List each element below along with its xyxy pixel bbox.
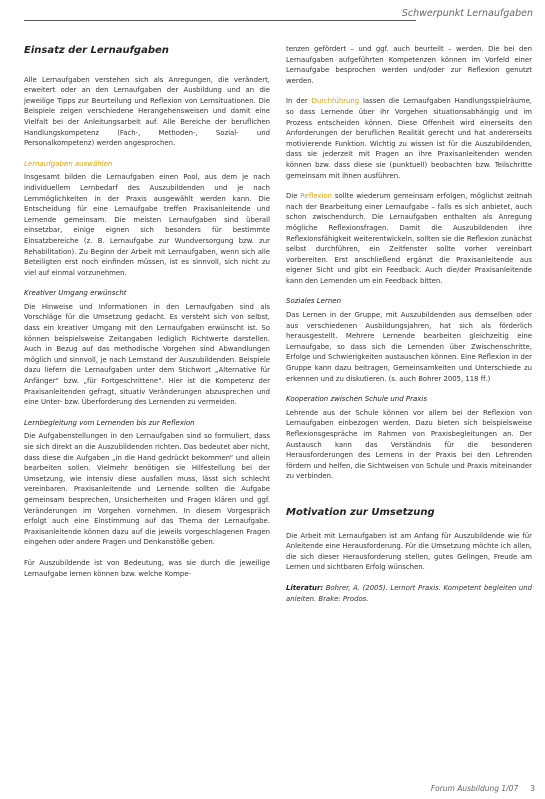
highlight-term: Reflexion (300, 192, 333, 201)
paragraph: Alle Lernaufgaben verstehen sich als Anregungen, die verändert, erweitert oder an den Lernaufgaben der Ausbildung und an die jeweilige Tipps zur Beurteilung und Reflexion von Lernsituationen. Die Beispiele zeigen verschiedene Herangehensweisen und damit eine Vielfalt bei der Anleitungsarbeit auf. Alle Bereiche der beruflichen Handlungskompetenz (Fach-, Methoden-, Sozial- und Personalkompetenz) werden angesprochen. (24, 75, 270, 148)
header-rule (24, 20, 416, 21)
page-footer (431, 784, 535, 793)
section-heading: Einsatz der Lernaufgaben (24, 45, 169, 56)
paragraph: Für Auszubildende ist von Bedeutung, was sie durch die jeweilige Lernaufgabe lernen können bzw. welche Kompe- (24, 558, 270, 578)
literature-text: Bohrer, A. (2005). Lernort Praxis. Kompetent begleiten und anleiten. Brake: Prodos. (286, 583, 532, 603)
paragraph: Lehrende aus der Schule können vor allem bei der Reflexion von Lernaufgaben einbezogen werden. Dazu bieten sich beispielsweise Reflexionsgespräche im Rahmen von Praxisbegleitungen an. Der Austausch kann das Verständnis für die besonderen Herausforderungen des Lernens in der Praxis bei den Lehrenden fördern und helfen, die Sichtweisen von Schule und Praxis miteinander zu verbinden. (286, 408, 532, 481)
paragraph: tenzen gefördert – und ggf. auch beurteilt – werden. Die bei den Lernaufgaben aufgeführten Kompetenzen können im Vorfeld einer Lernaufgabe besprochen werden und/oder zur Reflexion genutzt werden. (286, 45, 532, 85)
journal-name: Forum Ausbildung 1/07 (430, 784, 519, 793)
paragraph: Das Lernen in der Gruppe, mit Auszubildenden aus demselben oder aus verschiedenen Ausbildungsjahren, hat sich als förderlich herausgestellt. Mehrere Lernende bearbeiten gleichzeitig eine Lernaufgabe, so dass sich die Lernenden über Zwischenschritte, Erfolge und Schwierigkeiten austauschen können. Eine Reflexion in der Gruppe kann dazu beitragen, Gemeinsamkeiten und Unterschiede zu erkennen und zu diskutieren. (s. auch Bohrer 2005, 118 ff.) (286, 311, 532, 383)
paragraph (286, 191, 532, 286)
text-run: In der (286, 97, 312, 106)
subheading: Lernaufgaben auswählen (24, 159, 113, 168)
highlight-term: Durchführung (311, 97, 360, 106)
text-run: sollte wiederum gemeinsam erfolgen, möglichst zeitnah nach der Bearbeitung einer Lernaufgabe – falls es sich anbietet, auch schon zwischendurch. Die Lernaufgaben enthalten als Anregung mögliche Reflexionsfragen. Damit die Auszubildenden ihre Reflexionsfähigkeit weiterentwickeln, sollten sie die Reflexion zunächst selbst durchführen, ein Zeitfenster sollte vorher vereinbart vorbereiten. Erst anschließend ergänzt die Praxisanleitende aus eigener Sicht und gibt ein Feedback. Auch die/der Praxisanleitende kann den Lernenden um ein Feedback bitten. (286, 192, 532, 285)
subheading: Kooperation zwischen Schule und Praxis (286, 395, 428, 404)
section-heading: Motivation zur Umsetzung (286, 506, 435, 518)
literature-label: Literatur: (286, 583, 324, 592)
page-number: 3 (530, 784, 535, 793)
subheading: Soziales Lernen (286, 297, 342, 306)
paragraph (286, 96, 532, 181)
running-header: Schwerpunkt Lernaufgaben (401, 8, 533, 19)
spacer (286, 492, 532, 508)
paragraph: Die Hinweise und Informationen in den Lernaufgaben sind als Vorschläge für die Umsetzung gedacht. Es versteht sich von selbst, dass ein kreativer Umgang mit den Lernaufgaben erwünscht ist. So können beispielsweise Zeitangaben lediglich Richtwerte darstellen. Auch in Bezug auf das methodische Vorgehen sind Abwandlungen möglich und sinnvoll, je nach Lernstand der Auszubildenden. Beispiele dazu liefern die Lernaufgaben unter dem Stichwort „Alternative für Anfänger“ bzw. „für Fortgeschrittene“. Hier ist die Kompetenz der Praxisanleitenden gefragt, situativ Veränderungen abzusprechen und eine Unter- bzw. Überforderung des Lernenden zu vermeiden. (24, 302, 270, 407)
paragraph: Die Aufgabenstellungen in den Lernaufgaben sind so formuliert, dass sie sich direkt an die Auszubildenden richten. Das bedeutet aber nicht, dass diese die Aufgaben „in die Hand gedrückt bekommen“ und allein bearbeiten sollen. Vielmehr benötigen sie Hilfestellung bei der Umsetzung, wie intensiv diese ausfallen muss, lässt sich schlecht vereinbaren. Praxisanleitende und Lernende sollten die Aufgabe gemeinsam besprechen, Unsicherheiten und Fragen klären und ggf. Veränderungen im Vorgehen vornehmen. In diesem Vorgespräch erfolgt auch eine Einstimmung auf das Thema der Lernaufgabe. Praxisanleitende können dazu auf die jeweils vorgeschlagenen Fragen eingehen oder andere Fragen und Denkanstöße geben. (24, 432, 270, 547)
paragraph: Insgesamt bilden die Lernaufgaben einen Pool, aus dem je nach individuellem Lernbedarf des Auszubildenden und je nach Lernmöglichkeiten in der Praxis ausgewählt werden kann. Die Entscheidung für eine Lernaufgabe treffen Praxisanleitende und Lernende gemeinsam. Die meisten Lernaufgaben sind überall einsetzbar, einige eignen sich besonders für bestimmte Einsatzbereiche (z. B. Lernaufgabe zur Wundversorgung bzw. zur Rehabilitation). Zu Beginn der Arbeit mit Lernaufgaben, wenn sich alle Beteiligten erst noch einfinden müssen, ist es sinnvoll, sich nicht zu viel auf einmal vorzunehmen. (24, 173, 270, 277)
subheading: Kreativer Umgang erwünscht (24, 289, 127, 298)
text-run: Die (286, 192, 301, 201)
left-column (24, 42, 270, 589)
subheading: Lernbegleitung vom Lernenden bis zur Reflexion (24, 418, 195, 427)
right-column (286, 44, 532, 614)
paragraph: Die Arbeit mit Lernaufgaben ist am Anfang für Auszubildende wie für Anleitende eine Herausforderung. Für die Umsetzung möchte ich allen, die sich dieser Herausforderung stellen, gutes Gelingen, Freude am Lernen und sichtbaren Erfolg wünschen. (286, 531, 532, 572)
text-run: lassen die Lernaufgaben Handlungsspielräume, so dass Lernende über ihr Vorgehen situationsabhängig und im Prozess entscheiden können. Diese Offenheit wird einerseits den Anforderungen der beruflichen Realität gerecht und hat andererseits motivierende Funktion. Wichtig zu wissen ist für die Auszubildenden, dass sie jederzeit mit Fragen an ihre Praxisanleitenden wenden können bzw. dass diese sie (punktuell) beobachten bzw. Teilschritte gemeinsam mit ihnen ausführen. (286, 97, 532, 180)
literature-reference (286, 583, 532, 604)
